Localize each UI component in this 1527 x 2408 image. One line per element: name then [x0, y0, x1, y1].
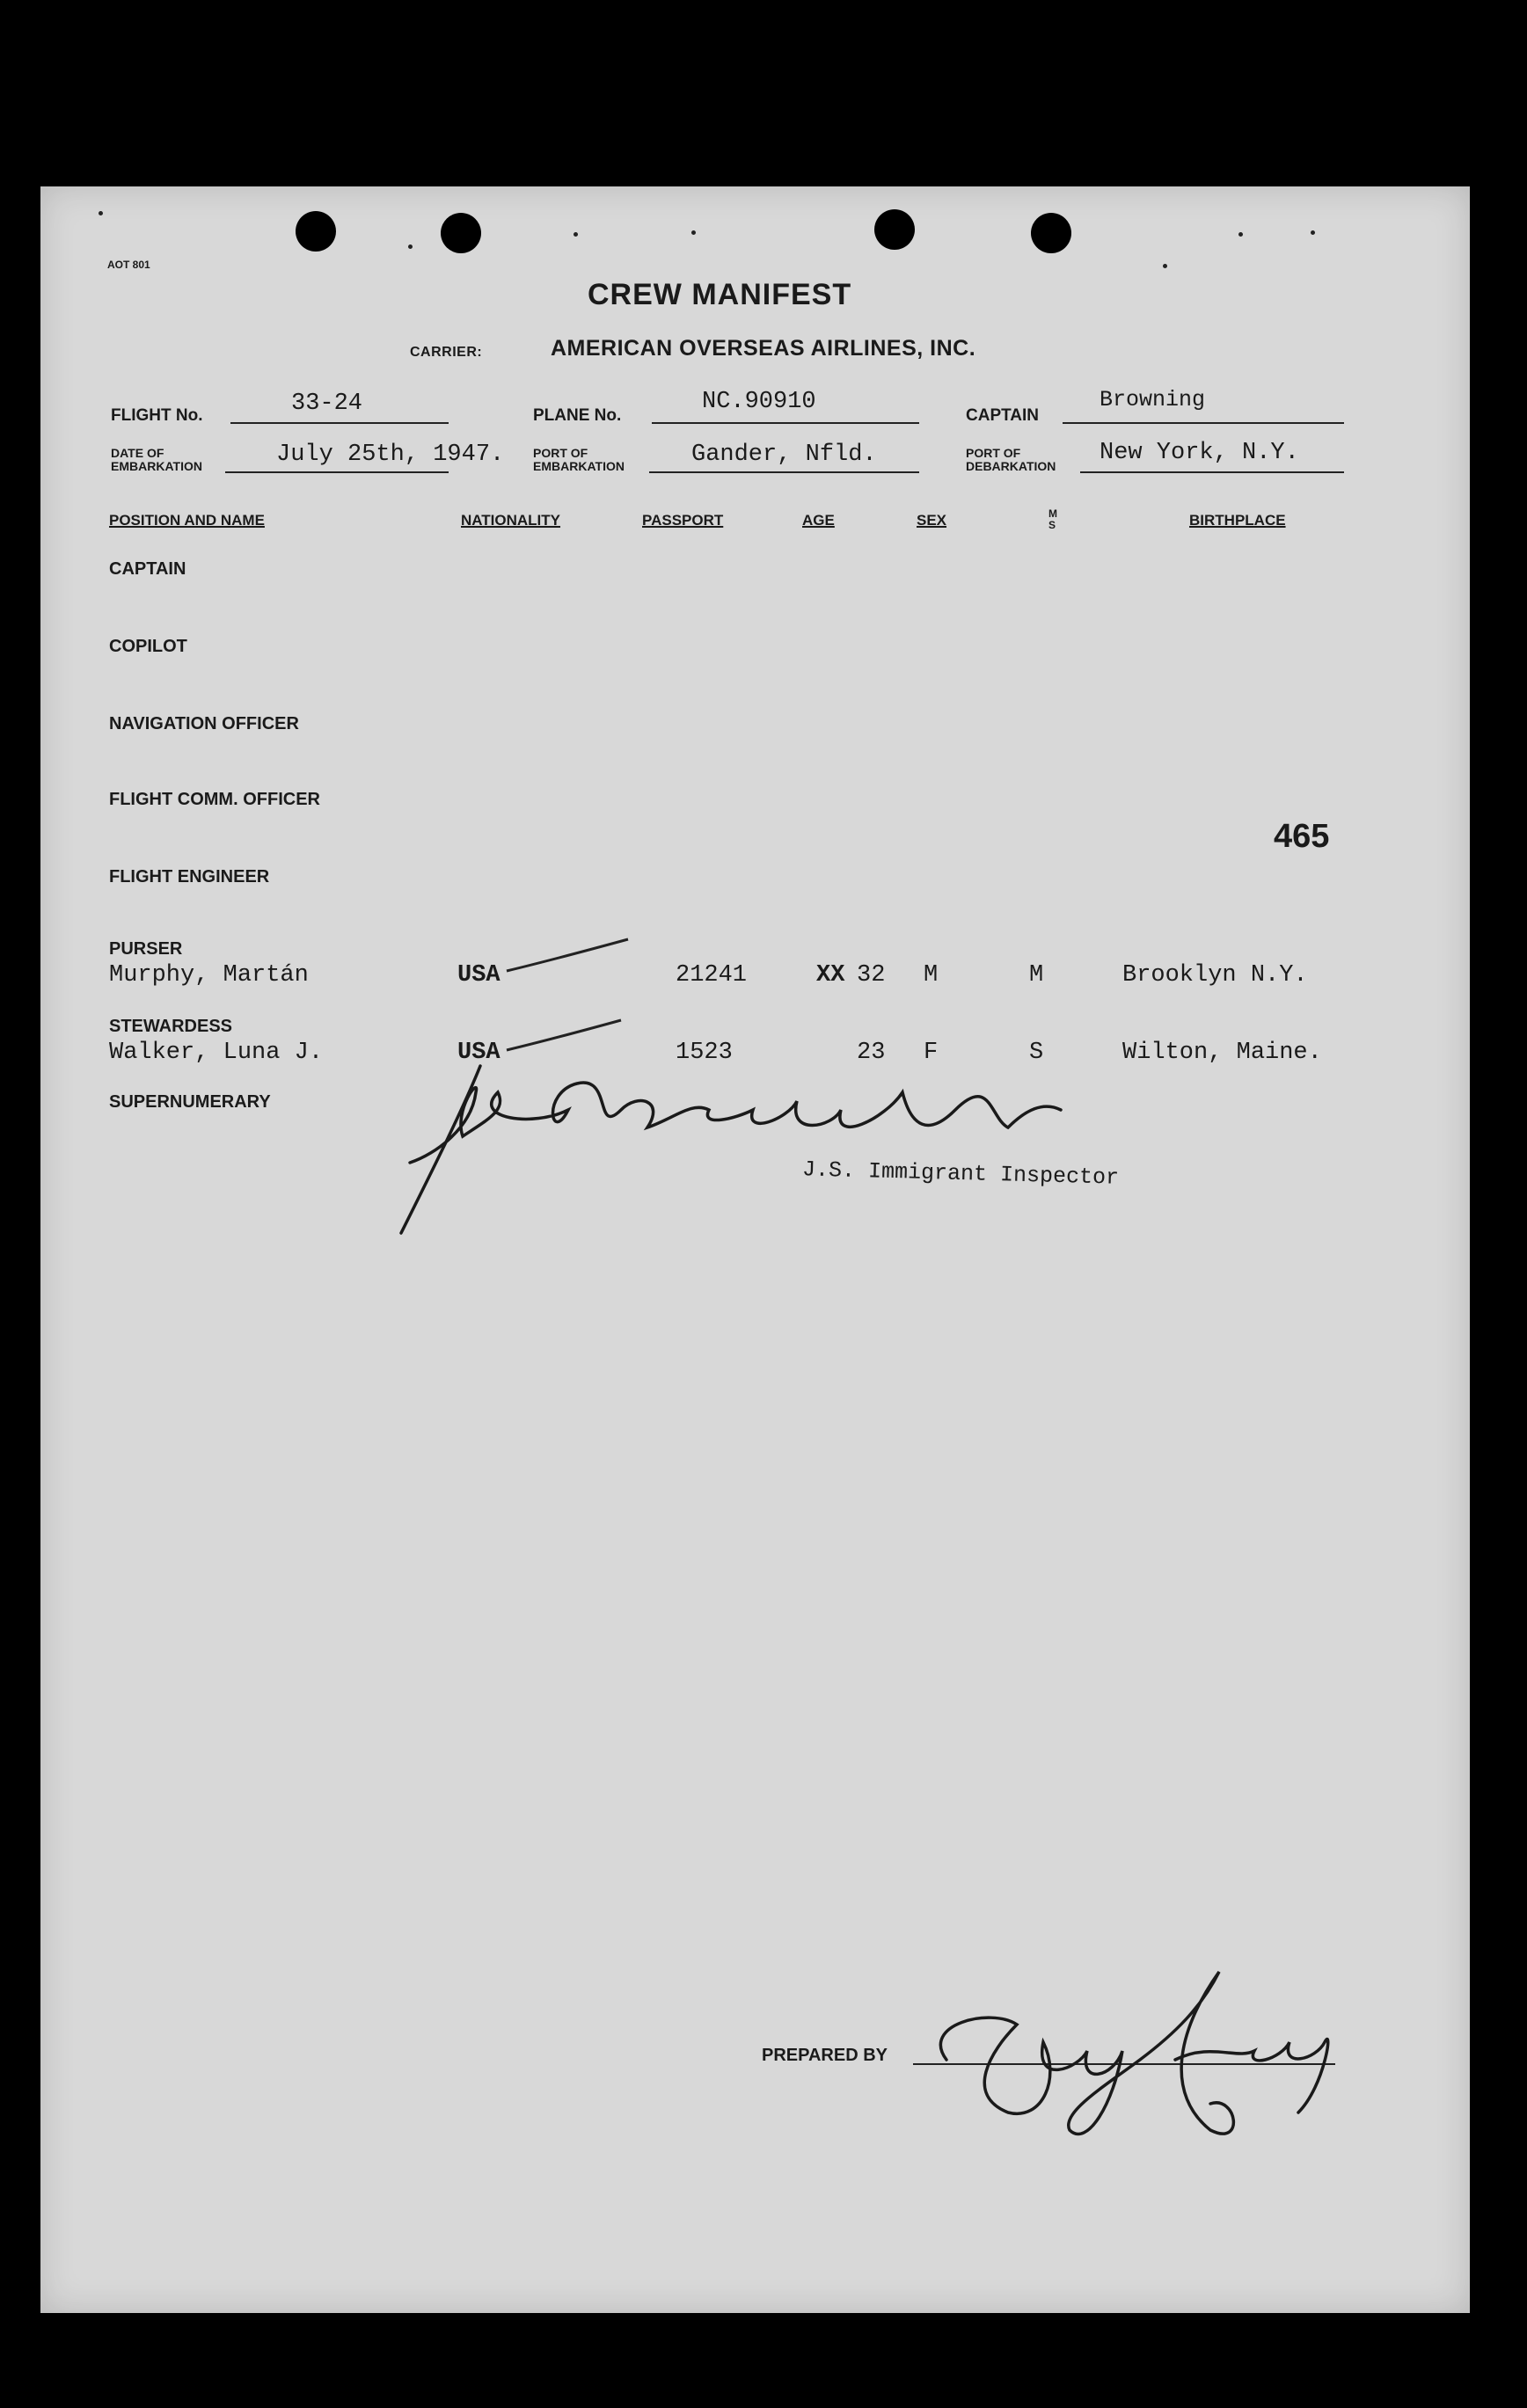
crew-sex: F [924, 1040, 939, 1066]
col-nationality: NATIONALITY [461, 512, 561, 529]
captain-value: Browning [1100, 387, 1206, 412]
speck [1311, 230, 1315, 235]
crew-nationality: USA [457, 1040, 500, 1066]
port-deb-value: New York, N.Y. [1100, 440, 1299, 466]
speck [408, 244, 413, 249]
speck [1163, 264, 1167, 268]
form-code: AOT 801 [107, 259, 150, 271]
col-age: AGE [802, 512, 835, 529]
crew-name: Walker, Luna J. [109, 1040, 324, 1066]
crew-age: 23 [857, 1040, 886, 1066]
speck [99, 211, 103, 215]
date-value: July 25th, 1947. [276, 441, 505, 468]
speck [1238, 232, 1243, 237]
carrier-label: CARRIER: [410, 345, 483, 360]
captain-label: CAPTAIN [966, 406, 1040, 425]
captain-line [1063, 422, 1344, 424]
role-flight-comm-officer: FLIGHT COMM. OFFICER [109, 790, 320, 809]
date-line [225, 471, 449, 473]
speck [574, 232, 578, 237]
role-flight-engineer: FLIGHT ENGINEER [109, 867, 270, 887]
punch-hole [441, 213, 481, 253]
role-purser: PURSER [109, 939, 183, 959]
crew-marital: S [1029, 1040, 1044, 1066]
inspector-signature [375, 1057, 1131, 1242]
col-marital [1048, 508, 1057, 531]
role-navigation-officer: NAVIGATION OFFICER [109, 714, 299, 733]
page-number: 465 [1274, 818, 1330, 855]
preparer-signature [911, 1954, 1351, 2156]
flight-no-label: FLIGHT No. [111, 406, 203, 425]
punch-hole [1031, 213, 1071, 253]
page-title: CREW MANIFEST [588, 278, 852, 311]
crew-age-strike: XX [816, 962, 845, 989]
flight-no-value: 33-24 [291, 390, 363, 417]
crew-name: Murphy, Martán [109, 962, 309, 989]
carrier-name: AMERICAN OVERSEAS AIRLINES, INC. [551, 336, 976, 361]
flight-no-line [230, 422, 449, 424]
col-passport: PASSPORT [642, 512, 724, 529]
crew-nationality: USA [457, 962, 500, 989]
date-label [111, 447, 202, 473]
prepared-by-label: PREPARED BY [762, 2046, 888, 2065]
port-emb-label [533, 447, 625, 473]
crew-birthplace: Brooklyn N.Y. [1122, 962, 1308, 989]
port-emb-label-top: PORT OF [533, 446, 588, 460]
port-deb-line [1080, 471, 1344, 473]
role-supernumerary: SUPERNUMERARY [109, 1092, 271, 1112]
port-deb-label-bottom: DEBARKATION [966, 459, 1056, 473]
punch-hole [874, 209, 915, 250]
plane-no-value: NC.90910 [702, 389, 816, 415]
col-sex: SEX [917, 512, 947, 529]
date-label-bottom: EMBARKATION [111, 459, 202, 473]
port-deb-label [966, 447, 1056, 473]
col-birthplace: BIRTHPLACE [1189, 512, 1286, 529]
port-deb-label-top: PORT OF [966, 446, 1021, 460]
role-stewardess: STEWARDESS [109, 1017, 233, 1036]
crew-birthplace: Wilton, Maine. [1122, 1040, 1322, 1066]
plane-no-line [652, 422, 919, 424]
role-captain: CAPTAIN [109, 559, 186, 579]
col-position: POSITION AND NAME [109, 512, 265, 529]
crew-passport: 1523 [676, 1040, 733, 1066]
port-emb-label-bottom: EMBARKATION [533, 459, 625, 473]
inspector-title: J.S. Immigrant Inspector [801, 1157, 1120, 1191]
date-label-top: DATE OF [111, 446, 164, 460]
crew-age: 32 [857, 962, 886, 989]
port-emb-value: Gander, Nfld. [691, 441, 877, 468]
crew-marital: M [1029, 962, 1044, 989]
speck [691, 230, 696, 235]
plane-no-label: PLANE No. [533, 406, 622, 425]
col-marital-bottom: S [1048, 519, 1056, 531]
col-marital-top: M [1048, 507, 1057, 520]
check-mark [498, 934, 674, 987]
manifest-page [40, 186, 1470, 2313]
crew-sex: M [924, 962, 939, 989]
crew-passport: 21241 [676, 962, 748, 989]
role-copilot: COPILOT [109, 637, 187, 656]
punch-hole [296, 211, 336, 252]
port-emb-line [649, 471, 919, 473]
